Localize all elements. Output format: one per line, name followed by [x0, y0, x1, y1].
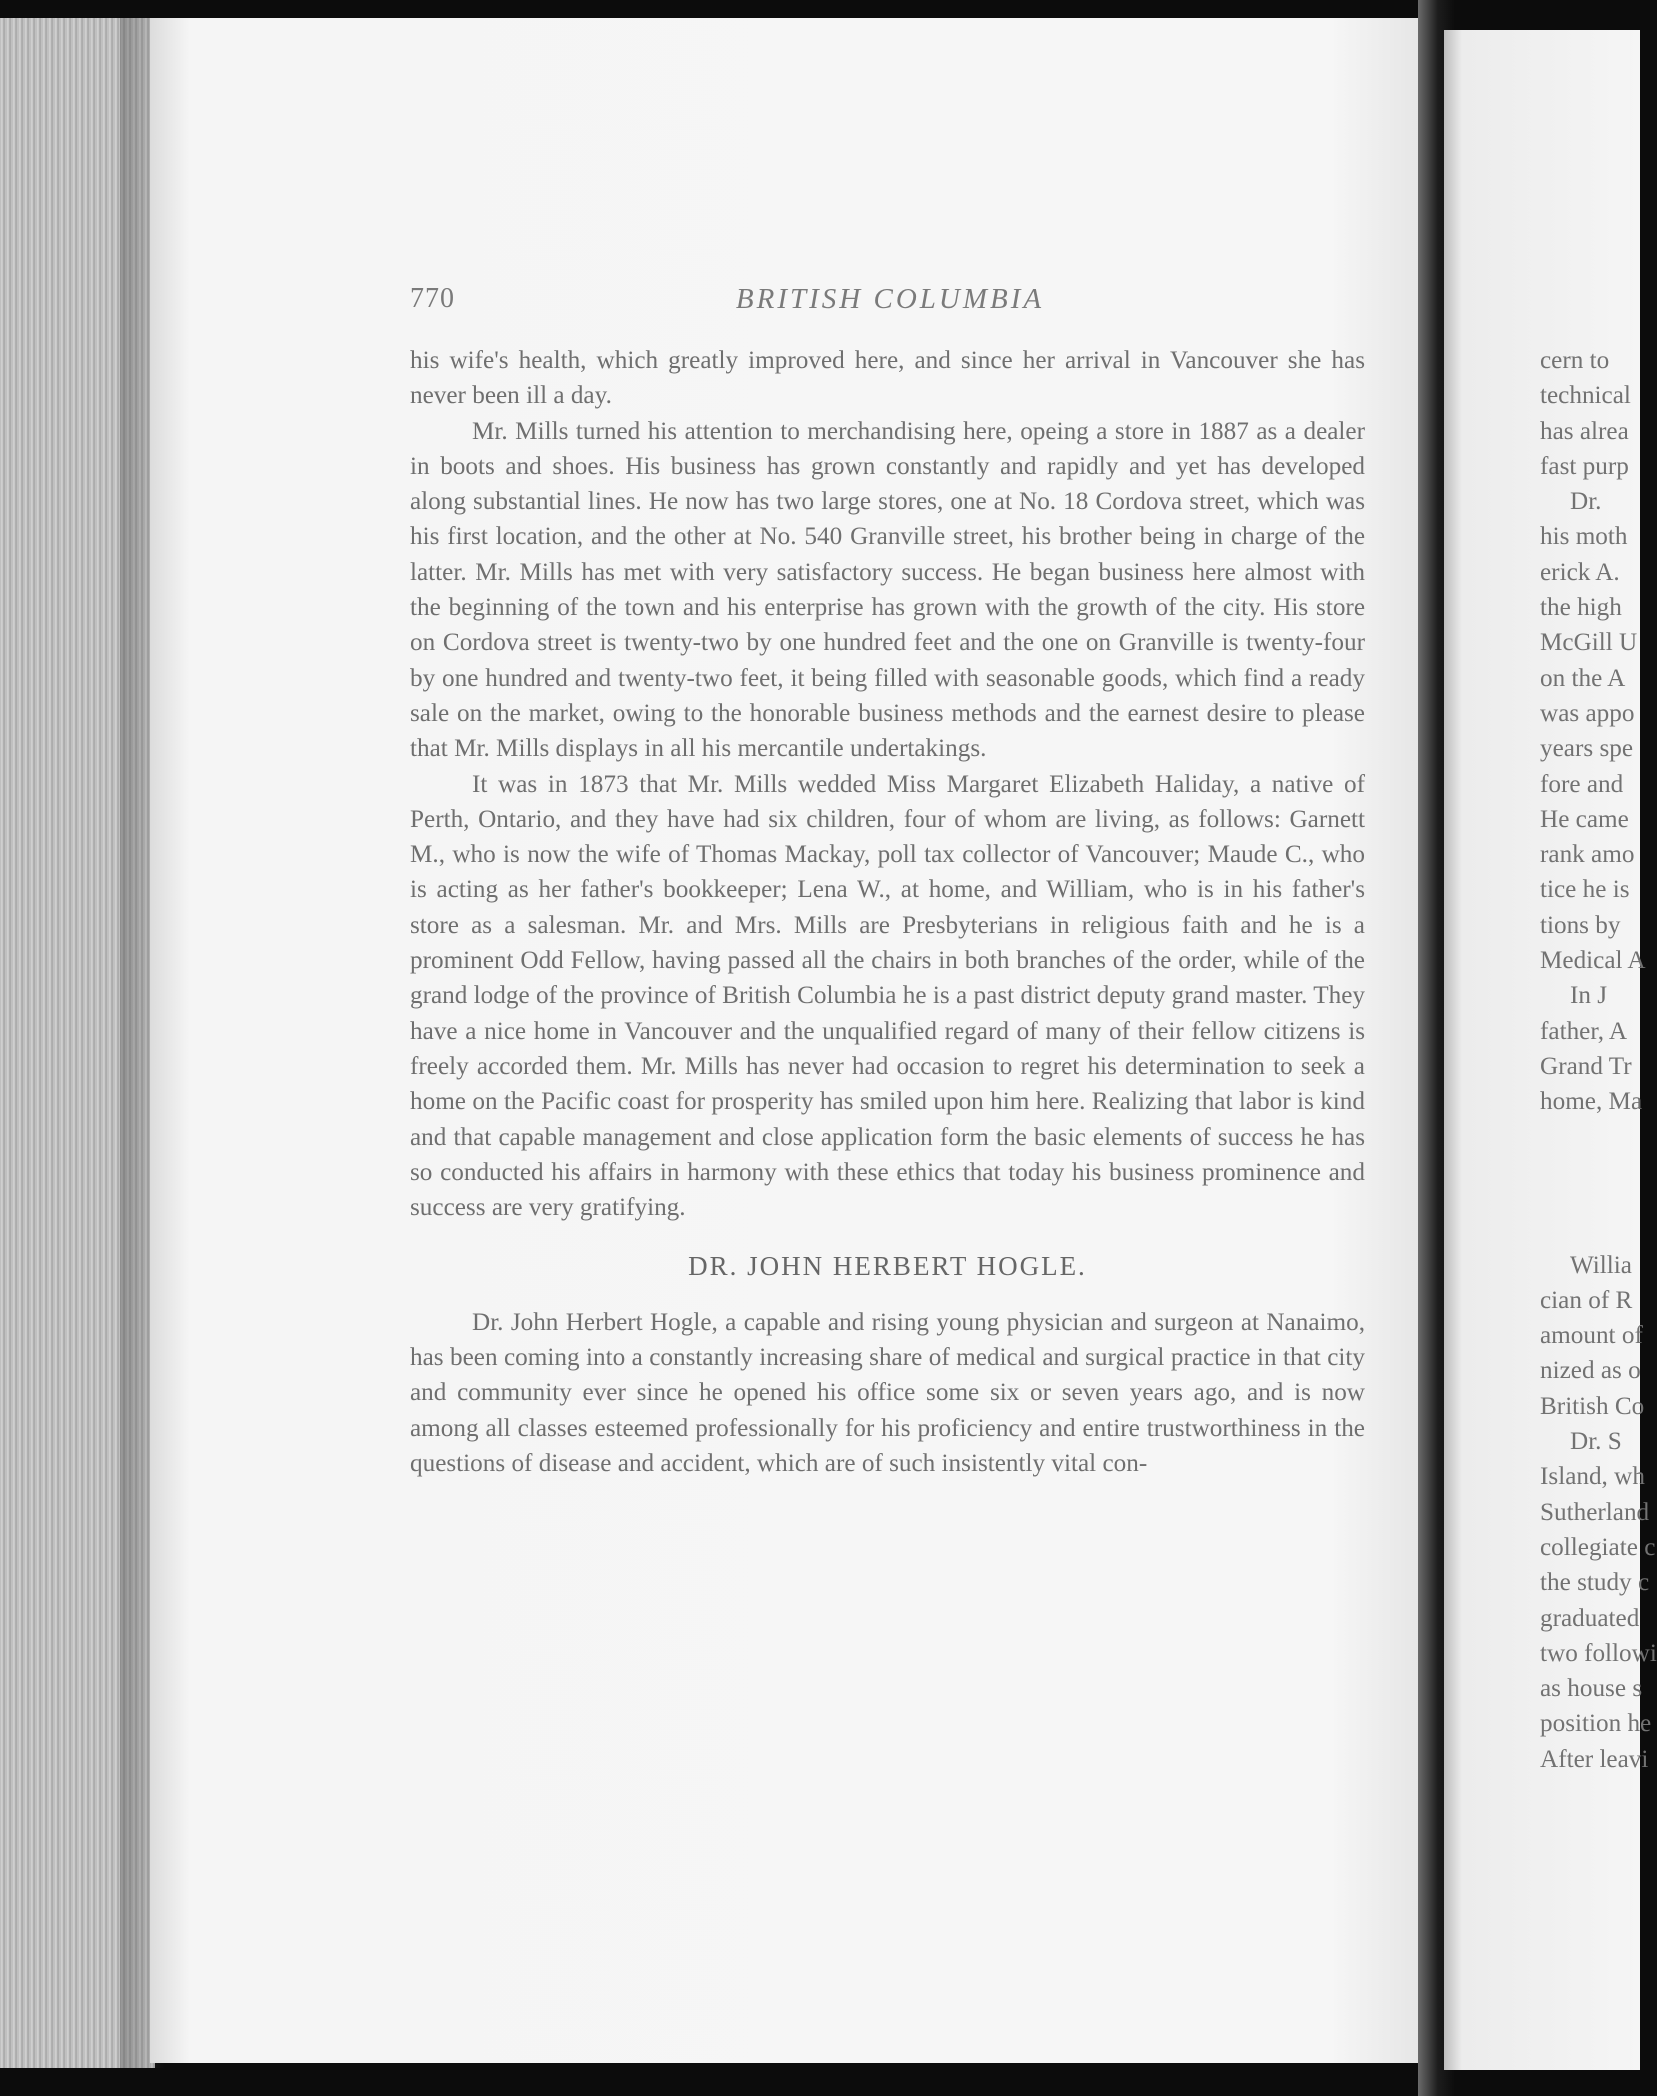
- facing-line: graduated: [1540, 1604, 1640, 1632]
- facing-line: cian of R: [1540, 1286, 1633, 1314]
- facing-line: collegiate c: [1540, 1533, 1656, 1561]
- facing-line: two followi: [1540, 1639, 1657, 1667]
- facing-page-upper-block: [1540, 343, 1650, 1120]
- facing-line: He came: [1540, 805, 1629, 833]
- page-header: [410, 283, 1370, 323]
- paragraph: It was in 1873 that Mr. Mills wedded Miss Margaret Elizabeth Haliday, a native of Perth, Ontario, and they have had six children, four of whom are living, as follows: Garnett M., who is now the wife of Thomas Mackay, poll tax collector of Vancouver; Maude C., who is acting as her father's bookkeeper; Lena W., at home, and William, who is in his father's store as a salesman. Mr. and Mrs. Mills are Presbyterians in religious faith and he is a prominent Odd Fellow, having passed all the chairs in both branches of the order, while of the grand lodge of the province of British Columbia he is a past district deputy grand master. They have a nice home in Vancouver and the unqualified regard of many of their fellow citizens is freely accorded them. Mr. Mills has never had occasion to regret his determination to seek a home on the Pacific coast for prosperity has smiled upon him here. Realizing that labor is kind and that capable management and close application form the basic elements of success he has so conducted his affairs in harmony with these ethics that today his business prominence and success are very gratifying.: [410, 770, 1365, 1222]
- facing-line: British Co: [1540, 1392, 1645, 1420]
- paragraph: Dr. John Herbert Hogle, a capable and rising young physician and surgeon at Nanaimo, has been coming into a constantly increasing share of medical and surgical practice in that city and community ever since he opened his office some six or seven years ago, and is now among all classes esteemed professionally for his proficiency and entire trustworthiness in the questions of disease and accident, which are of such insistently vital con-: [410, 1308, 1365, 1477]
- facing-line: home, Ma: [1540, 1088, 1643, 1116]
- facing-line: father, A: [1540, 1017, 1628, 1045]
- section-heading: DR. JOHN HERBERT HOGLE.: [688, 1251, 1087, 1282]
- facing-line: tions by: [1540, 911, 1621, 939]
- facing-line: Willia: [1570, 1251, 1632, 1279]
- facing-line: After leavi: [1540, 1745, 1649, 1773]
- facing-line: cern to: [1540, 347, 1610, 374]
- facing-line: Grand Tr: [1540, 1052, 1632, 1080]
- facing-line: position he: [1540, 1710, 1652, 1738]
- facing-line: rank amo: [1540, 841, 1635, 869]
- facing-line: as house s: [1540, 1675, 1643, 1703]
- facing-line: years spe: [1540, 735, 1634, 763]
- page-body: [410, 343, 1365, 1481]
- facing-page-section-gap: [1540, 1120, 1650, 1248]
- facing-line: tice he is: [1540, 876, 1630, 904]
- facing-line: Medical A: [1540, 947, 1646, 975]
- facing-line: fast purp: [1540, 452, 1629, 480]
- page-number: 770: [410, 283, 455, 314]
- facing-line: Dr.: [1570, 488, 1602, 516]
- paragraph-continued: his wife's health, which greatly improved here, and since her arrival in Vancouver she has never been ill a day.: [410, 347, 1365, 410]
- facing-page-lower-block: [1540, 1248, 1657, 1777]
- facing-line: erick A.: [1540, 558, 1620, 586]
- facing-line: the high: [1540, 594, 1622, 622]
- facing-line: the study c: [1540, 1569, 1650, 1597]
- facing-line: Island, wh: [1540, 1463, 1645, 1491]
- facing-line: In J: [1570, 982, 1608, 1010]
- facing-line: Dr. S: [1570, 1428, 1622, 1456]
- facing-line: on the A: [1540, 664, 1626, 692]
- facing-page-text: [1540, 343, 1657, 1777]
- facing-line: McGill U: [1540, 629, 1638, 657]
- facing-line: amount of: [1540, 1322, 1643, 1350]
- facing-line: fore and: [1540, 770, 1624, 798]
- facing-line: technical: [1540, 382, 1631, 410]
- paragraph: Mr. Mills turned his attention to merchandising here, opeing a store in 1887 as a dealer in boots and shoes. His business has grown constantly and rapidly and yet has developed along substantial lines. He now has two large stores, one at No. 18 Cordova street, which was his first location, and the other at No. 540 Granville street, his brother being in charge of the latter. Mr. Mills has met with very satisfactory success. He began business here almost with the beginning of the town and his enterprise has grown with the growth of the city. His store on Cordova street is twenty-two by one hundred feet and the one on Granville is twenty-four by one hundred and twenty-two feet, it being filled with seasonable goods, which find a ready sale on the market, owing to the honorable business methods and the earnest desire to please that Mr. Mills displays in all his mercantile undertakings.: [410, 417, 1365, 763]
- facing-line: Sutherland: [1540, 1498, 1650, 1526]
- facing-line: his moth: [1540, 523, 1628, 551]
- running-head: BRITISH COLUMBIA: [735, 283, 1045, 315]
- facing-line: has alrea: [1540, 417, 1629, 445]
- facing-line: was appo: [1540, 699, 1635, 727]
- facing-line: nized as o: [1540, 1357, 1641, 1385]
